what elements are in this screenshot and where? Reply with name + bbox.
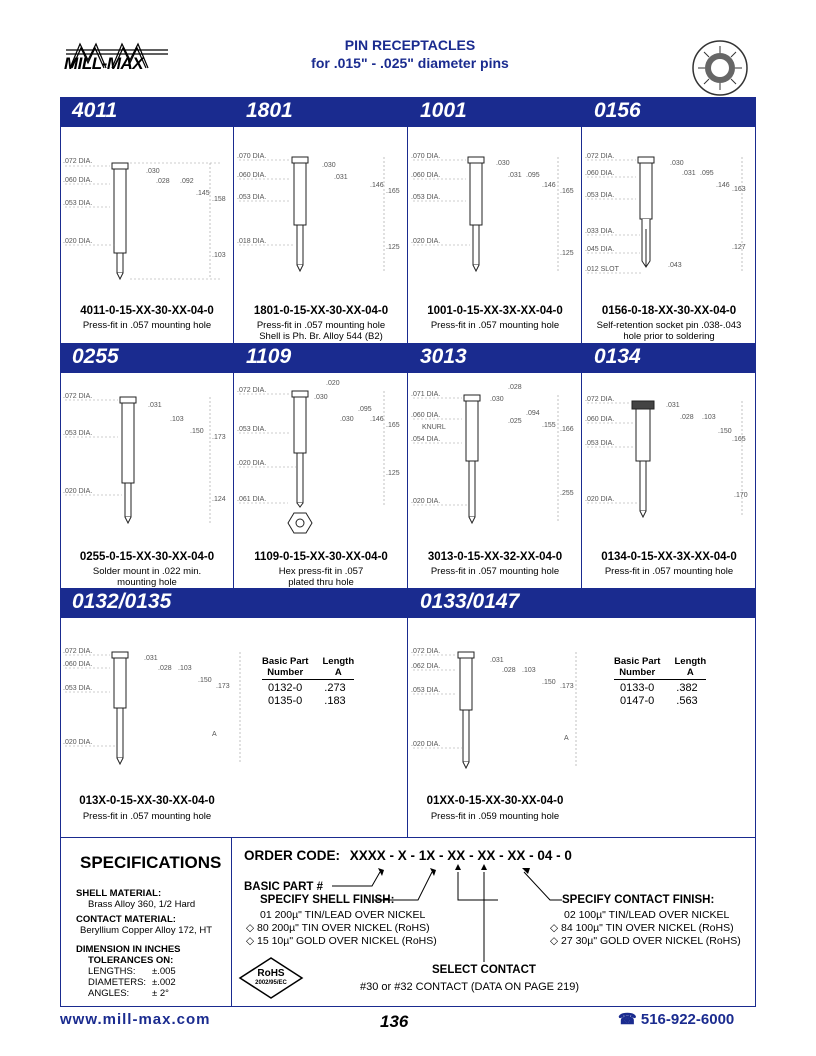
dim-label: .028 — [508, 384, 522, 391]
order-code-panel — [232, 838, 756, 1007]
dim-label: .155 — [542, 422, 556, 429]
band-label-1801: 1801 — [246, 99, 293, 122]
band-label-4011: 4011 — [72, 99, 118, 122]
dim-label: .060 DIA. — [585, 416, 615, 423]
dim-label: .072 DIA. — [237, 387, 267, 394]
table-row — [614, 682, 706, 695]
select-contact-label: SELECT CONTACT — [432, 964, 536, 976]
dim-label: .166 — [560, 426, 574, 433]
dim-label: .020 DIA. — [411, 498, 441, 505]
dim-label: .158 — [212, 196, 226, 203]
product-cell-0156 — [582, 127, 756, 343]
table-cell: 0147-0 — [620, 695, 655, 707]
band-label-3013: 3013 — [420, 345, 467, 368]
dim-label: .054 DIA. — [411, 436, 441, 443]
shell-finish-15: ◇ 15 10µ" GOLD OVER NICKEL (RoHS) — [246, 935, 437, 947]
dim-label: .053 DIA. — [411, 687, 441, 694]
dim-label: .012 SLOT — [585, 266, 619, 273]
dim-label: .061 DIA. — [237, 496, 267, 503]
part-description — [408, 566, 582, 577]
dim-label: .146 — [370, 416, 384, 423]
logo-text: MILL-MAX — [64, 54, 144, 73]
dim-label: .255 — [560, 490, 574, 497]
dim-label: .033 DIA. — [585, 228, 615, 235]
dim-label: .030 — [670, 160, 684, 167]
contact-finish-27: ◇ 27 30µ" GOLD OVER NICKEL (RoHS) — [550, 935, 741, 947]
dim-label: .020 DIA. — [237, 460, 267, 467]
band-label-0133-0147: 0133/0147 — [420, 590, 520, 613]
dim-label: .025 — [508, 418, 522, 425]
pin-drawing — [408, 638, 608, 788]
part-description — [60, 811, 234, 822]
dim-label: .030 — [322, 162, 336, 169]
dim-label: .072 DIA. — [585, 396, 615, 403]
dim-label: .092 — [180, 178, 194, 185]
band-label-1109: 1109 — [246, 345, 292, 368]
part-description — [60, 320, 234, 331]
pin-drawing — [60, 383, 234, 543]
header-line: Number — [267, 667, 304, 678]
dim-label: .165 — [386, 188, 400, 195]
dim-label: .103 — [170, 416, 184, 423]
band-label-0134: 0134 — [594, 345, 641, 368]
part-description — [582, 320, 756, 342]
dim-label: .020 DIA. — [63, 488, 93, 495]
dim-label: .103 — [522, 667, 536, 674]
dim-label: .030 — [146, 168, 160, 175]
dim-label: A — [564, 735, 569, 742]
dim-label: .165 — [732, 436, 746, 443]
table-row — [262, 682, 354, 695]
dim-label: .072 DIA. — [585, 153, 615, 160]
dim-label: .053 DIA. — [585, 192, 615, 199]
order-code-value: XXXX - X - 1X - XX - XX - XX - 04 - 0 — [349, 848, 572, 863]
dim-label: .053 DIA. — [585, 440, 615, 447]
band-row-1 — [60, 97, 756, 127]
dim-label: .146 — [716, 182, 730, 189]
dim-label: .150 — [718, 428, 732, 435]
dim-label: .070 DIA. — [237, 153, 267, 160]
footer-phone: ☎ 516-922-6000 — [618, 1011, 735, 1028]
dim-label: .173 — [212, 434, 226, 441]
dim-label: .045 DIA. — [585, 246, 615, 253]
product-cell-01xx — [408, 618, 756, 838]
dim-label: .145 — [196, 190, 210, 197]
header-line: Length — [674, 656, 707, 667]
dim-label: .053 DIA. — [63, 685, 93, 692]
dim-label: .060 DIA. — [411, 412, 441, 419]
dimension-label: DIMENSION IN INCHES — [76, 944, 181, 955]
table-header-length — [322, 656, 354, 678]
dim-label: .173 — [216, 683, 230, 690]
dim-label: .020 — [326, 380, 340, 387]
dim-label: .053 DIA. — [63, 430, 93, 437]
dim-label: .163 — [732, 186, 746, 193]
description-line: Press-fit in .057 mounting hole — [82, 320, 212, 331]
product-cell-4011 — [60, 127, 234, 343]
contact-material-label: CONTACT MATERIAL: — [76, 914, 176, 925]
length-table — [262, 656, 354, 708]
table-cell: .273 — [324, 682, 346, 694]
header-line: Number — [619, 667, 656, 678]
product-cell-1801 — [234, 127, 408, 343]
table-row — [262, 695, 354, 708]
dim-label: .062 DIA. — [411, 663, 441, 670]
part-number: 0156-0-18-XX-30-XX-04-0 — [601, 305, 737, 317]
dim-label: .095 — [700, 170, 714, 177]
dim-label: .124 — [212, 496, 226, 503]
title-line-1: PIN RECEPTACLES — [344, 37, 476, 53]
dim-label: .072 DIA. — [63, 393, 93, 400]
dim-label: .125 — [386, 470, 400, 477]
dim-label: .060 DIA. — [237, 172, 267, 179]
band-label-0132-0135: 0132/0135 — [72, 590, 172, 613]
dim-label: .146 — [370, 182, 384, 189]
dim-label: .028 — [158, 665, 172, 672]
page-title — [260, 36, 560, 72]
dim-label: .053 DIA. — [411, 194, 441, 201]
dim-label: .053 DIA. — [237, 194, 267, 201]
pin-drawing — [582, 149, 756, 299]
table-cell: 0133-0 — [620, 682, 655, 694]
table-row — [614, 695, 706, 708]
part-description — [408, 811, 582, 822]
description-line: Press-fit in .057 mounting hole — [430, 320, 560, 331]
tolerance-angles-label: ANGLES: — [88, 988, 130, 999]
dim-label: .053 DIA. — [237, 426, 267, 433]
dim-label: .020 DIA. — [411, 238, 441, 245]
pin-drawing — [60, 149, 234, 299]
part-number: 1801-0-15-XX-30-XX-04-0 — [253, 305, 389, 317]
dim-label: .173 — [560, 683, 574, 690]
shell-material-value: Brass Alloy 360, 1/2 Hard — [88, 899, 196, 910]
dim-label: .150 — [190, 428, 204, 435]
dim-label: KNURL — [422, 424, 446, 431]
product-cell-3013 — [408, 373, 582, 588]
product-cell-0255 — [60, 373, 234, 588]
dim-label: .146 — [542, 182, 556, 189]
dim-label: .127 — [732, 244, 746, 251]
dim-label: .031 — [148, 402, 162, 409]
table-cell: .563 — [676, 695, 698, 707]
description-line: plated thru hole — [288, 577, 354, 588]
band-row-2 — [60, 343, 756, 373]
specifications-title: SPECIFICATIONS — [80, 853, 222, 872]
dim-label: .030 — [496, 160, 510, 167]
description-line: Press-fit in .057 mounting hole — [256, 320, 386, 331]
dim-label: .030 — [490, 396, 504, 403]
table-cell: .183 — [324, 695, 346, 707]
length-table-header — [614, 656, 706, 680]
dim-label: .103 — [178, 665, 192, 672]
rohs-subtext: 2002/95/EC — [255, 980, 287, 986]
dim-label: .165 — [560, 188, 574, 195]
table-cell: 0132-0 — [268, 682, 303, 694]
dim-label: .094 — [526, 410, 540, 417]
specifications-panel — [60, 838, 232, 1007]
dim-label: .020 DIA. — [63, 739, 93, 746]
header-line: A — [686, 667, 694, 678]
contact-finish-84: ◇ 84 100µ" TIN OVER NICKEL (RoHS) — [550, 922, 734, 934]
dim-label: .028 — [156, 178, 170, 185]
tolerance-lengths-label: LENGTHS: — [88, 966, 136, 977]
dim-label: .020 DIA. — [585, 496, 615, 503]
length-table-header — [262, 656, 354, 680]
contact-finish-title: SPECIFY CONTACT FINISH: — [562, 894, 715, 906]
dim-label: .053 DIA. — [63, 200, 93, 207]
table-header-length — [674, 656, 706, 678]
dim-label: .030 — [340, 416, 354, 423]
dim-label: .043 — [668, 262, 682, 269]
part-number: 01XX-0-15-XX-30-XX-04-0 — [426, 795, 564, 807]
dim-label: .125 — [386, 244, 400, 251]
dim-label: .170 — [734, 492, 748, 499]
table-header-part — [262, 656, 308, 678]
table-header-part — [614, 656, 660, 678]
dim-label: .031 — [144, 655, 158, 662]
dim-label: .103 — [212, 252, 226, 259]
table-cell: 0135-0 — [268, 695, 303, 707]
shell-material-label: SHELL MATERIAL: — [76, 888, 162, 899]
dim-label: .070 DIA. — [411, 153, 441, 160]
dim-label: .071 DIA. — [411, 391, 441, 398]
description-line: Press-fit in .057 mounting hole — [604, 566, 734, 577]
pin-drawing — [408, 381, 582, 545]
description-line: hole prior to soldering — [623, 331, 715, 342]
dim-label: .072 DIA. — [411, 648, 441, 655]
contact-finish-02: 02 100µ" TIN/LEAD OVER NICKEL — [564, 909, 730, 921]
dim-label: .031 — [334, 174, 348, 181]
part-description — [234, 566, 408, 588]
tolerance-diameters-label: DIAMETERS: — [88, 977, 147, 988]
header-line: Length — [322, 656, 355, 667]
dim-label: .060 DIA. — [585, 170, 615, 177]
dim-label: .150 — [542, 679, 556, 686]
part-description — [408, 320, 582, 331]
dim-label: .095 — [358, 406, 372, 413]
product-cell-013x — [60, 618, 408, 838]
description-line: Press-fit in .057 mounting hole — [82, 811, 212, 822]
table-cell: .382 — [676, 682, 698, 694]
page-header — [0, 0, 816, 100]
footer-url[interactable]: www.mill-max.com — [60, 1011, 211, 1028]
tolerances-label: TOLERANCES ON: — [88, 955, 174, 966]
shell-finish-title: SPECIFY SHELL FINISH: — [260, 894, 395, 906]
tolerance-angles-value: ± 2° — [152, 988, 169, 999]
dim-label: .031 — [666, 402, 680, 409]
band-label-1001: 1001 — [420, 99, 467, 122]
shell-finish-80: ◇ 80 200µ" TIN OVER NICKEL (RoHS) — [246, 922, 430, 934]
band-label-0255: 0255 — [72, 345, 119, 368]
part-number: 3013-0-15-XX-32-XX-04-0 — [427, 551, 563, 563]
part-number: 1001-0-15-XX-3X-XX-04-0 — [427, 305, 563, 317]
pin-drawing — [408, 149, 582, 299]
precision-machined-badge-icon — [690, 38, 750, 98]
dim-label: .165 — [386, 422, 400, 429]
part-number: 1109-0-15-XX-30-XX-04-0 — [254, 551, 388, 563]
dim-label: .031 — [490, 657, 504, 664]
contact-material-value: Beryllium Copper Alloy 172, HT — [80, 925, 212, 936]
order-code-label: ORDER CODE: — [244, 848, 341, 863]
part-description — [582, 566, 756, 577]
dim-label: .103 — [702, 414, 716, 421]
tolerance-lengths-value: ±.005 — [152, 966, 176, 977]
tolerance-diameters-value: ±.002 — [152, 977, 176, 988]
dim-label: .060 DIA. — [411, 172, 441, 179]
description-line: Self-retention socket pin .038-.043 — [596, 320, 742, 331]
description-line: Press-fit in .057 mounting hole — [430, 566, 560, 577]
header-line: Basic Part — [614, 656, 661, 667]
dim-label: .125 — [560, 250, 574, 257]
dim-label: .028 — [502, 667, 516, 674]
description-line: Hex press-fit in .057 — [278, 566, 364, 577]
dim-label: .072 DIA. — [63, 648, 93, 655]
product-cell-1109 — [234, 373, 408, 588]
dim-label: .031 — [682, 170, 696, 177]
page-number: 136 — [380, 1012, 409, 1031]
dim-label: .020 DIA. — [63, 238, 93, 245]
rohs-text: RoHS — [257, 968, 285, 979]
title-line-2: for .015" - .025" diameter pins — [311, 55, 509, 71]
part-number: 013X-0-15-XX-30-XX-04-0 — [79, 795, 215, 807]
pin-drawing — [234, 377, 408, 547]
dim-label: .018 DIA. — [237, 238, 267, 245]
rohs-badge — [238, 956, 304, 1000]
basic-part-label: BASIC PART # — [244, 881, 324, 893]
dim-label: .028 — [680, 414, 694, 421]
band-row-3 — [60, 588, 756, 618]
header-line: A — [334, 667, 342, 678]
description-line: Press-fit in .059 mounting hole — [430, 811, 560, 822]
product-cell-0134 — [582, 373, 756, 588]
band-label-0156: 0156 — [594, 99, 641, 122]
contact-note: #30 or #32 CONTACT (DATA ON PAGE 219) — [360, 981, 580, 993]
part-number: 4011-0-15-XX-30-XX-04-0 — [80, 305, 214, 317]
product-cell-1001 — [408, 127, 582, 343]
dim-label: .030 — [314, 394, 328, 401]
pin-drawing — [60, 638, 260, 788]
header-line: Basic Part — [262, 656, 309, 667]
dim-label: .060 DIA. — [63, 177, 93, 184]
part-number: 0255-0-15-XX-30-XX-04-0 — [79, 551, 215, 563]
dim-label: .150 — [198, 677, 212, 684]
description-line: mounting hole — [117, 577, 177, 588]
part-description — [60, 566, 234, 588]
description-line: Solder mount in .022 min. — [92, 566, 202, 577]
dim-label: .060 DIA. — [63, 661, 93, 668]
dim-label: .020 DIA. — [411, 741, 441, 748]
part-number: 0134-0-15-XX-3X-XX-04-0 — [601, 551, 737, 563]
length-table — [614, 656, 706, 708]
part-description — [234, 320, 408, 342]
dim-label: A — [212, 731, 217, 738]
dim-label: .031 — [508, 172, 522, 179]
pin-drawing — [234, 149, 408, 299]
shell-finish-01: 01 200µ" TIN/LEAD OVER NICKEL — [260, 909, 426, 921]
description-line: Shell is Ph. Br. Alloy 544 (B2) — [259, 331, 383, 342]
dim-label: .095 — [526, 172, 540, 179]
dim-label: .072 DIA. — [63, 158, 93, 165]
pin-drawing — [582, 389, 756, 545]
